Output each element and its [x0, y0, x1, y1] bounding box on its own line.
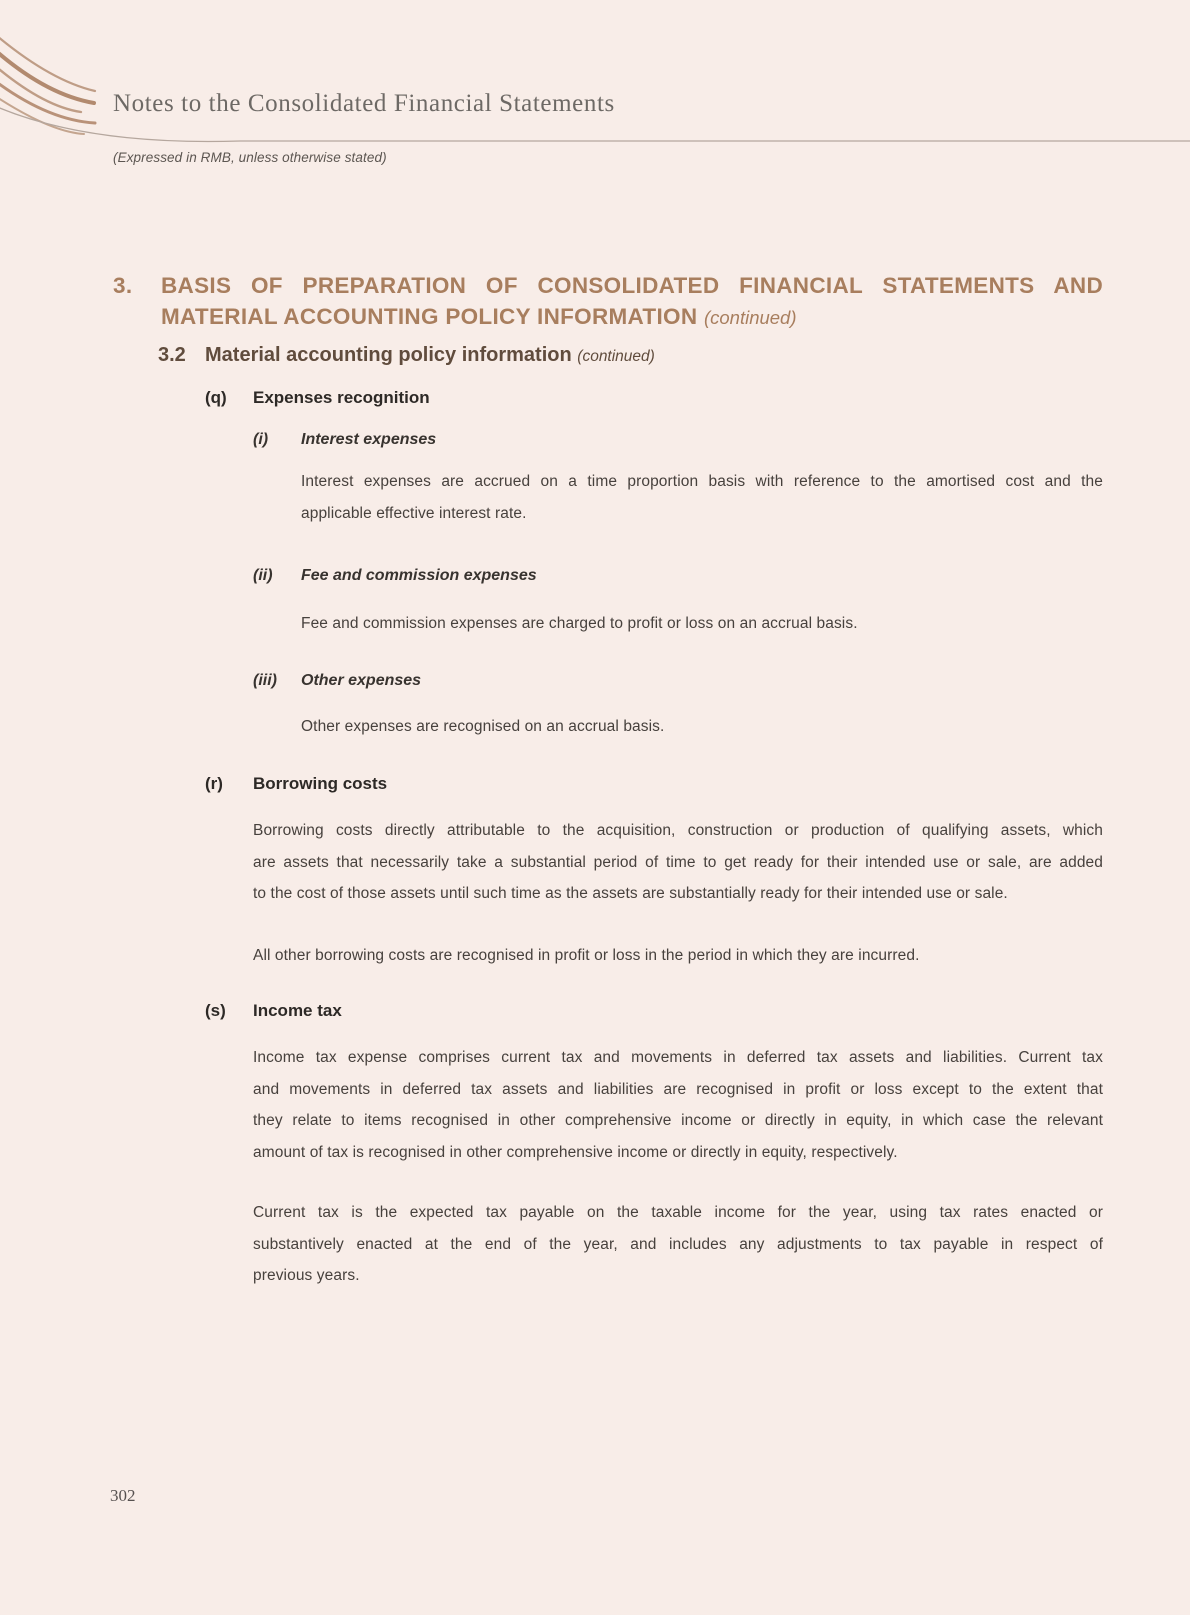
subsection-title-wrap [205, 341, 1103, 371]
item-q-i-paragraph [301, 466, 1103, 529]
paragraph-line: amount of tax is recognised in other comprehensive income or directly in equity, respectively. [253, 1143, 898, 1161]
item-s-title: Income tax [253, 1001, 342, 1020]
paragraph-line: Fee and commission expenses are charged to profit or loss on an accrual basis. [301, 615, 858, 632]
paragraph-line: Other expenses are recognised on an accrual basis. [301, 717, 665, 735]
item-q-iii-title: Other expenses [301, 671, 422, 689]
paragraph-line: Borrowing costs directly attributable to the acquisition, construction or production of qualifying assets, which [253, 822, 1103, 839]
item-q-i-title: Interest expenses [301, 431, 437, 448]
paragraph-line: applicable effective interest rate. [301, 504, 527, 522]
item-r-heading [205, 772, 1103, 796]
item-q-iii-heading [253, 669, 1103, 692]
item-q-ii-paragraph [301, 608, 1103, 640]
item-q-ii-label: (ii) [253, 567, 273, 584]
paragraph-line: are assets that necessarily take a substantial period of time to get ready for their intended use or sale, are added [253, 853, 1103, 871]
section-number: 3. [113, 273, 133, 298]
item-q-i-label: (i) [253, 431, 269, 448]
subsection-heading [158, 341, 1103, 371]
item-s-paragraph-2 [253, 1197, 1103, 1292]
item-q-label: (q) [205, 388, 227, 407]
item-q-ii-title: Fee and commission expenses [301, 567, 537, 584]
paragraph-line: previous years. [253, 1267, 360, 1284]
page-subtitle: (Expressed in RMB, unless otherwise stated) [113, 150, 387, 165]
section-title-line1: BASIS OF PREPARATION OF CONSOLIDATED FINANCIAL STATEMENTS AND [161, 273, 1103, 298]
item-q-heading [205, 386, 1103, 410]
item-s-label: (s) [205, 1001, 226, 1020]
section-title-line2-text: MATERIAL ACCOUNTING POLICY INFORMATION [161, 304, 698, 329]
paragraph-line: substantively enacted at the end of the year, and includes any adjustments to tax payable in respect of [253, 1235, 1103, 1253]
page-number: 302 [110, 1486, 136, 1505]
page-title: Notes to the Consolidated Financial Statements [113, 90, 615, 117]
item-r-title: Borrowing costs [253, 774, 388, 793]
subsection-continued-note: (continued) [577, 348, 655, 365]
subsection-number: 3.2 [158, 344, 186, 366]
section-title-line2 [161, 301, 1103, 333]
paragraph-line: Income tax expense comprises current tax and movements in deferred tax assets and liabilities. Current tax [253, 1049, 1103, 1066]
item-s-heading [205, 999, 1103, 1023]
item-r-paragraph-1 [253, 815, 1103, 910]
paragraph-line: they relate to items recognised in other comprehensive income or directly in equity, in which case the relevant [253, 1112, 1103, 1129]
paragraph-line: Interest expenses are accrued on a time proportion basis with reference to the amortised cost and the [301, 473, 1103, 490]
item-q-iii-paragraph [301, 711, 1103, 743]
item-r-label: (r) [205, 774, 223, 793]
item-r-paragraph-2 [253, 940, 1103, 972]
paragraph-line: Current tax is the expected tax payable on the taxable income for the year, using tax rates enacted or [253, 1204, 1103, 1221]
section-heading [113, 270, 1103, 333]
swoosh-decoration-icon [0, 0, 1190, 160]
item-q-iii-label: (iii) [253, 671, 277, 689]
paragraph-line: and movements in deferred tax assets and liabilities are recognised in profit or loss except to the extent that [253, 1080, 1103, 1098]
item-s-paragraph-1 [253, 1042, 1103, 1168]
item-q-title: Expenses recognition [253, 388, 430, 407]
paragraph-line: to the cost of those assets until such time as the assets are substantially ready for their intended use or sale. [253, 885, 1008, 902]
paragraph-line: All other borrowing costs are recognised in profit or loss in the period in which they are incurred. [253, 946, 920, 964]
item-q-ii-heading [253, 564, 1103, 587]
subsection-title: Material accounting policy information [205, 344, 572, 366]
main-content [0, 270, 1190, 1292]
item-q-i-heading [253, 428, 1103, 451]
section-continued-note: (continued) [703, 307, 797, 328]
